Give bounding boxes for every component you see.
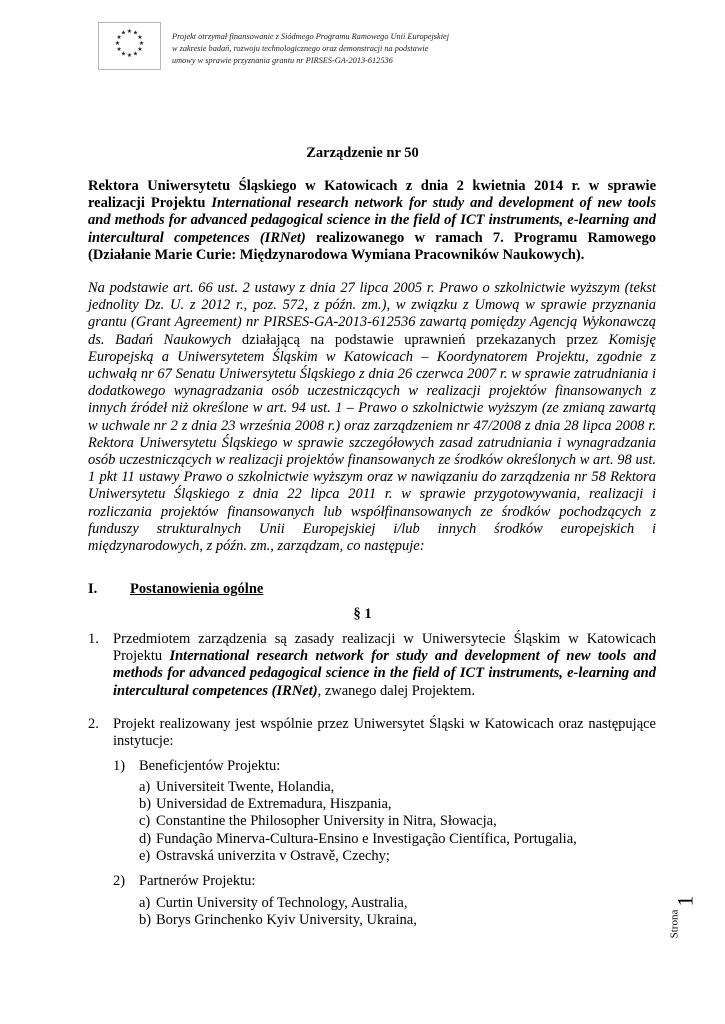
list-text: Fundação Minerva-Cultura-Ensino e Investigação Científica, Portugalia, xyxy=(156,830,577,847)
svg-text:★: ★ xyxy=(126,52,133,59)
basis-text-end: Komisję Europejską a Uniwersytetem Śląskim w Katowicach – Koordynatorem Projektu, zgodnie z uchwałą nr 67 Senatu Uniwersytetu Śląskiego z dnia 26 czerwca 2007 r. w sprawie zatrudniania i dodatkowego wynagradzania osób uczestniczących w realizacji projektów finansowanych z innych źródeł niż określone w art. 94 ust. 1 – Prawo o szkolnictwie wyższym (ze zmianą zawartą w uchwale nr 2 z dnia 23 września 2008 r.) oraz zarządzeniem nr 47/2008 z dnia 28 lipca 2008 r. Rektora Uniwersytetu Śląskiego w sprawie szczegółowych zasad zatrudniania i wynagradzania osób uczestniczących w realizacji projektów finansowanych ze środków określonych w art. 98 ust. 1 pkt 11 ustawy Prawo o szkolnictwie wyższym oraz w nawiązaniu do zarządzenia nr 58 Rektora Uniwersytetu Śląskiego z dnia 22 lipca 2011 r. w sprawie przygotowywania, realizacji i rozliczania projektów finansowanych lub współfinansowanych ze środków pochodzących z funduszy strukturalnych Unii Europejskiej i/lub innych środków europejskich i międzynarodowych, z późn. zm., zarządzam, co następuje: xyxy=(88,331,656,555)
document-title: Zarządzenie nr 50 xyxy=(306,145,419,161)
svg-text:★: ★ xyxy=(126,28,133,35)
list-item xyxy=(139,912,417,929)
item1-project-name: International research network for study and development of new tools and methods for advanced pedagogical science in the field of ICT instruments, e-learning and intercultural competences (IRNet) xyxy=(113,648,656,699)
list-item xyxy=(139,779,577,796)
funding-note-line: umowy w sprawie przyznania grantu nr PIRSES-GA-2013-612536 xyxy=(172,56,393,65)
list-letter: c) xyxy=(139,813,151,830)
list-item xyxy=(139,796,577,813)
list-letter: e) xyxy=(139,847,151,864)
svg-text:★: ★ xyxy=(132,29,139,37)
list-letter: a) xyxy=(139,895,151,911)
item1-text-end: , zwanego dalej Projektem. xyxy=(317,682,476,699)
svg-text:★: ★ xyxy=(138,40,145,47)
eu-stars-icon xyxy=(99,23,160,69)
item-number: 1. xyxy=(88,631,99,647)
section-title: Postanowienia ogólne xyxy=(130,581,264,597)
list-item xyxy=(139,848,577,865)
item-number: 2. xyxy=(88,716,99,732)
list-item xyxy=(139,813,577,830)
list-item xyxy=(139,895,417,912)
svg-text:★: ★ xyxy=(137,46,143,53)
section-number: I. xyxy=(88,581,98,597)
list-text: Ostravská univerzita v Ostravě, Czechy; xyxy=(156,847,390,864)
svg-text:★: ★ xyxy=(120,29,127,37)
document-subject xyxy=(88,178,656,264)
legal-basis xyxy=(88,280,656,555)
partners-list xyxy=(139,895,417,929)
beneficiaries-label: Beneficjentów Projektu: xyxy=(139,758,281,774)
item2-text: Projekt realizowany jest wspólnie przez Uniwersytet Śląski w Katowicach oraz następujące instytucje: xyxy=(113,716,656,750)
item-text xyxy=(113,631,656,700)
list-text: Curtin University of Technology, Australia, xyxy=(156,895,408,911)
svg-text:★: ★ xyxy=(137,34,143,41)
funding-note xyxy=(172,31,512,67)
list-letter: b) xyxy=(139,912,152,929)
subject-text: Rektora Uniwersytetu Śląskiego w Katowicach z dnia 2 kwietnia 2014 r. w sprawie realizacji Projektu xyxy=(88,178,656,212)
funding-note-line: w zakresie badań, rozwoju technologicznego oraz demonstracji na podstawie xyxy=(172,44,429,53)
svg-text:★: ★ xyxy=(116,46,122,53)
svg-text:★: ★ xyxy=(120,50,127,58)
list-letter: a) xyxy=(139,779,151,795)
subject-project-name: International research network for study and development of new tools and methods for advanced pedagogical science in the field of ICT instruments, e-learning and intercultural competences (IRNet) xyxy=(88,195,656,246)
beneficiaries-list xyxy=(139,779,577,865)
partners-label: Partnerów Projektu: xyxy=(139,873,256,889)
eu-flag-logo xyxy=(98,22,161,70)
page-number: 1 xyxy=(672,895,698,907)
basis-text: Na podstawie art. 66 ust. 2 ustawy z dnia 27 lipca 2005 r. Prawo o szkolnictwie wyższym (tekst jednolity Dz. U. z 2012 r., poz. 572, z późn. zm.), w związku z Umową w sprawie przyznania grantu (Grant Agreement) nr PIRSES-GA-2013-612536 zawartą pomiędzy Agencją Wykonawczą ds. Badań Naukowych xyxy=(88,280,656,348)
subject-text-end: realizowanego w ramach 7. Programu Ramowego (Działanie Marie Curie: Międzynarodowa Wymiana Pracowników Naukowych). xyxy=(88,229,656,263)
item1-text: Przedmiotem zarządzenia są zasady realizacji w Uniwersytecie Śląskim w Katowicach Projektu xyxy=(113,631,656,665)
sublist-number: 1) xyxy=(113,758,126,774)
list-item xyxy=(139,831,577,848)
list-letter: d) xyxy=(139,830,152,847)
svg-text:★: ★ xyxy=(114,40,121,47)
basis-upright-text: działającą na podstawie uprawnień przekazanych przez xyxy=(231,331,609,348)
page-indicator xyxy=(668,888,700,948)
sublist-number: 2) xyxy=(113,873,126,889)
list-letter: b) xyxy=(139,796,152,813)
svg-text:★: ★ xyxy=(116,34,122,41)
list-text: Constantine the Philosopher University in Nitra, Słowacja, xyxy=(156,813,497,830)
page-label: Strona xyxy=(668,909,681,939)
paragraph-mark: § 1 xyxy=(353,606,372,622)
list-text: Borys Grinchenko Kyiv University, Ukraina, xyxy=(156,912,417,929)
svg-text:★: ★ xyxy=(132,50,139,58)
list-text: Universiteit Twente, Holandia, xyxy=(156,779,335,795)
list-text: Universidad de Extremadura, Hiszpania, xyxy=(156,796,392,813)
funding-note-line: Projekt otrzymał finansowanie z Siódmego Programu Ramowego Unii Europejskiej xyxy=(172,32,449,41)
